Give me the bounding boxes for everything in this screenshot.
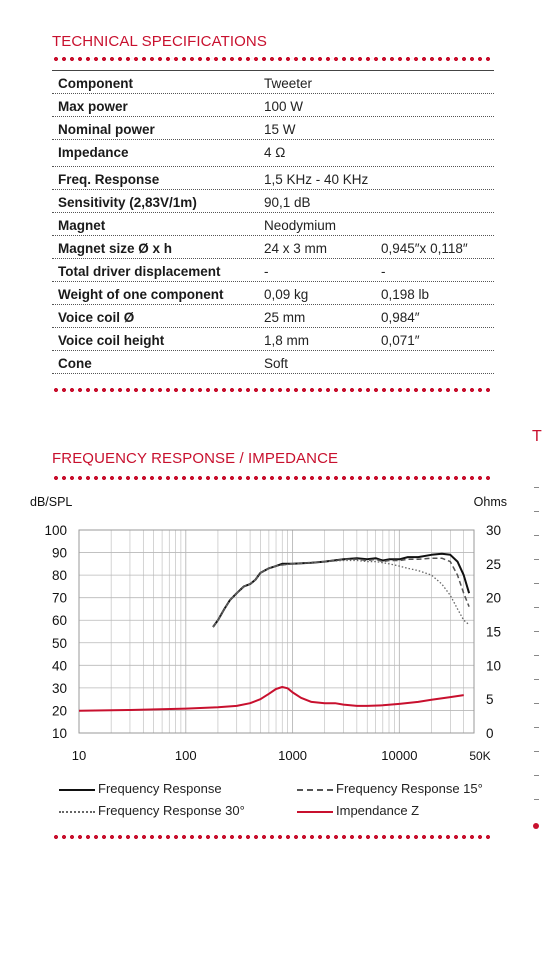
y2-tick-label: 10 <box>486 658 502 674</box>
spec-row <box>52 94 494 117</box>
dotted-divider <box>52 834 494 840</box>
spec-value: Tweeter <box>264 76 313 91</box>
x-tick-label: 100 <box>174 748 197 763</box>
y2-tick-label: 15 <box>486 624 502 640</box>
dotted-divider <box>52 387 494 393</box>
spec-value: 90,1 dB <box>264 195 311 210</box>
y2-tick-label: 30 <box>486 523 502 538</box>
spec-value-imperial: 0,945″x 0,118″ <box>381 241 468 256</box>
edge-dash <box>534 487 539 488</box>
y2-tick-label: 0 <box>486 726 494 741</box>
y-tick-label: 70 <box>51 590 67 606</box>
spec-value: 1,5 KHz - 40 KHz <box>264 172 369 187</box>
spec-row <box>52 282 494 305</box>
x-tick-label: 10 <box>71 748 87 763</box>
series-line-0 <box>213 554 469 627</box>
edge-heading-fragment: T <box>532 428 542 445</box>
legend-label: Frequency Response 15° <box>336 781 483 796</box>
series-line-3 <box>79 687 464 711</box>
spec-value: Soft <box>264 356 289 371</box>
spec-label: Total driver displacement <box>58 264 221 279</box>
spec-label: Sensitivity (2,83V/1m) <box>58 195 197 210</box>
spec-label: Impedance <box>58 145 129 160</box>
spec-label: Nominal power <box>58 122 155 137</box>
y-tick-label: 90 <box>51 545 67 561</box>
edge-dash <box>534 775 539 776</box>
spec-row <box>52 213 494 236</box>
spec-value: 15 W <box>264 122 296 137</box>
edge-dash <box>534 511 539 512</box>
legend-label: Frequency Response <box>98 781 222 796</box>
spec-row <box>52 259 494 282</box>
spec-label: Weight of one component <box>58 287 224 302</box>
spec-row <box>52 70 494 94</box>
y-tick-label: 50 <box>51 635 67 651</box>
spec-row <box>52 305 494 328</box>
spec-row <box>52 167 494 190</box>
spec-label: Voice coil height <box>58 333 165 348</box>
spec-row <box>52 140 494 167</box>
spec-value: 1,8 mm <box>264 333 310 348</box>
spec-value-imperial: 0,071″ <box>381 333 420 348</box>
spec-label: Freq. Response <box>58 172 160 187</box>
spec-value: - <box>264 264 269 279</box>
spec-row <box>52 328 494 351</box>
edge-dash <box>534 655 539 656</box>
legend-label: Frequency Response 30° <box>98 803 245 818</box>
spec-row <box>52 351 494 374</box>
edge-dash <box>534 703 539 704</box>
spec-label: Max power <box>58 99 128 114</box>
series-line-1 <box>213 558 469 627</box>
x-tick-label: 50K <box>469 749 491 763</box>
spec-value: 0,09 kg <box>264 287 309 302</box>
edge-dash <box>534 583 539 584</box>
y-axis-label: dB/SPL <box>30 495 73 509</box>
response-title: FREQUENCY RESPONSE / IMPEDANCE <box>52 450 339 467</box>
edge-dash <box>534 607 539 608</box>
series-line-2 <box>213 561 469 628</box>
y-tick-label: 10 <box>51 726 67 741</box>
spec-label: Magnet <box>58 218 106 233</box>
dotted-divider <box>52 475 494 481</box>
spec-value: 24 x 3 mm <box>264 241 328 256</box>
spec-label: Voice coil Ø <box>58 310 135 325</box>
spec-row <box>52 117 494 140</box>
spec-row <box>52 236 494 259</box>
y-tick-label: 40 <box>51 658 67 674</box>
edge-dash <box>534 727 539 728</box>
spec-value-imperial: 0,984″ <box>381 310 420 325</box>
y2-tick-label: 20 <box>486 590 502 606</box>
legend-line-frequency-response-15 <box>297 789 333 791</box>
spec-title: TECHNICAL SPECIFICATIONS <box>52 33 267 50</box>
dotted-divider <box>52 56 494 62</box>
spec-label: Component <box>58 76 133 91</box>
legend-line-impedance <box>297 811 333 813</box>
y-tick-label: 20 <box>51 703 67 719</box>
y2-tick-label: 25 <box>486 556 502 572</box>
frequency-response-chart <box>0 490 539 790</box>
spec-value: Neodymium <box>264 218 337 233</box>
edge-dash <box>534 559 539 560</box>
x-tick-label: 10000 <box>381 748 418 763</box>
legend-line-frequency-response <box>59 789 95 791</box>
y-tick-label: 30 <box>51 680 67 696</box>
spec-value: 25 mm <box>264 310 306 325</box>
legend-line-frequency-response-30 <box>59 811 95 813</box>
spec-label: Cone <box>58 356 92 371</box>
y-tick-label: 60 <box>51 613 67 629</box>
edge-dash <box>534 799 539 800</box>
spec-value: 100 W <box>264 99 304 114</box>
spec-value-imperial: 0,198 lb <box>381 287 430 302</box>
y-tick-label: 100 <box>44 523 67 538</box>
edge-dash <box>534 751 539 752</box>
edge-dash <box>534 631 539 632</box>
spec-table <box>52 70 494 374</box>
y-tick-label: 80 <box>51 568 67 584</box>
edge-dash <box>534 535 539 536</box>
edge-dash <box>534 679 539 680</box>
spec-value: 4 Ω <box>264 145 286 160</box>
legend-label: Impendance Z <box>336 803 420 818</box>
spec-row <box>52 190 494 213</box>
y2-axis-label: Ohms <box>473 495 507 509</box>
x-tick-label: 1000 <box>278 748 308 763</box>
y2-tick-label: 5 <box>486 692 494 708</box>
spec-label: Magnet size Ø x h <box>58 241 173 256</box>
spec-value-imperial: - <box>381 264 386 279</box>
edge-dot <box>533 823 539 829</box>
